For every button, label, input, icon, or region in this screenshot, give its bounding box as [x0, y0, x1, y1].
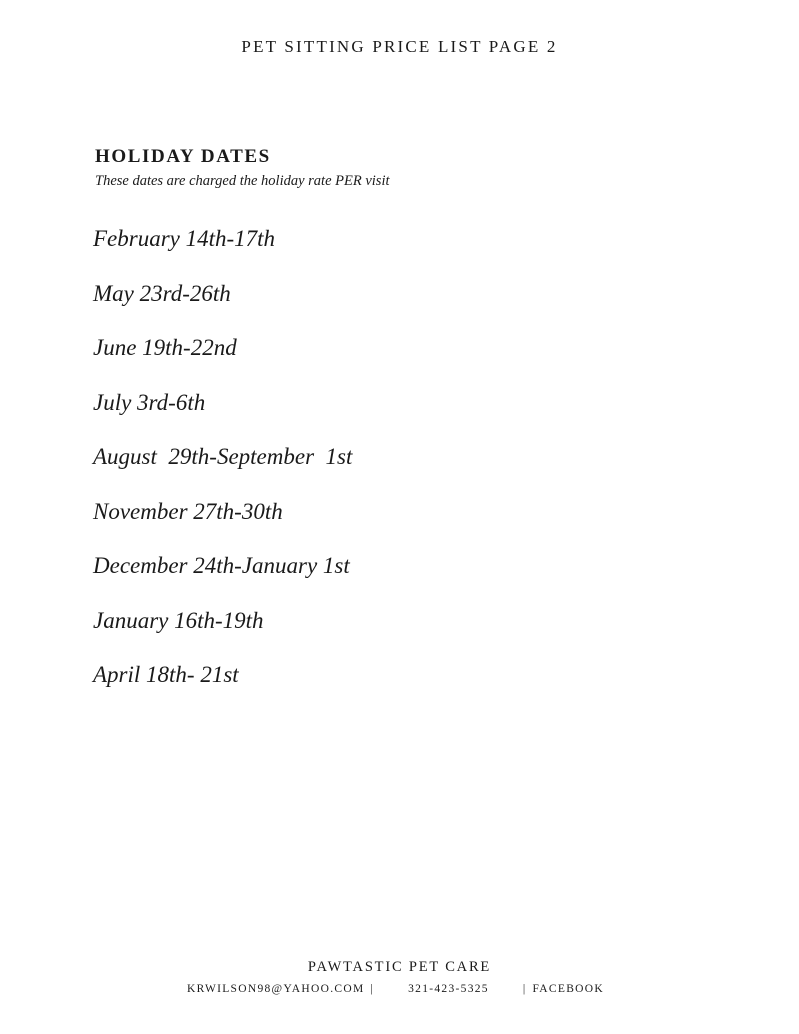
- footer-contact-line: [0, 981, 799, 997]
- holiday-dates-list: [93, 224, 352, 715]
- holiday-date-item: January 16th-19th: [93, 607, 264, 633]
- footer-phone: 321-423-5325: [408, 983, 489, 995]
- footer-social-link: FACEBOOK: [532, 983, 604, 995]
- page-footer: [0, 957, 799, 997]
- holiday-date-item: February 14th-17th: [93, 226, 276, 251]
- holiday-date-item: April 18th- 21st: [93, 662, 239, 687]
- holiday-date-item: August 29th-September 1st: [93, 444, 353, 469]
- holiday-date-item: November 27th-30th: [93, 498, 283, 524]
- footer-separator: |: [522, 983, 527, 995]
- footer-email: KRWILSON98@YAHOO.COM: [187, 983, 365, 995]
- section-subtitle: These dates are charged the holiday rate PER visit: [95, 173, 390, 189]
- holiday-date-item: July 3rd-6th: [93, 389, 206, 415]
- page-title: PET SITTING PRICE LIST PAGE 2: [241, 37, 558, 56]
- footer-brand-name: PAWTASTIC PET CARE: [307, 959, 492, 975]
- holiday-date-item: June 19th-22nd: [93, 335, 237, 360]
- holiday-dates-section: [95, 145, 715, 190]
- holiday-date-item: May 23rd-26th: [93, 280, 231, 306]
- section-heading: HOLIDAY DATES: [95, 146, 271, 167]
- holiday-date-item: December 24th-January 1st: [93, 553, 350, 578]
- footer-separator: |: [370, 983, 375, 995]
